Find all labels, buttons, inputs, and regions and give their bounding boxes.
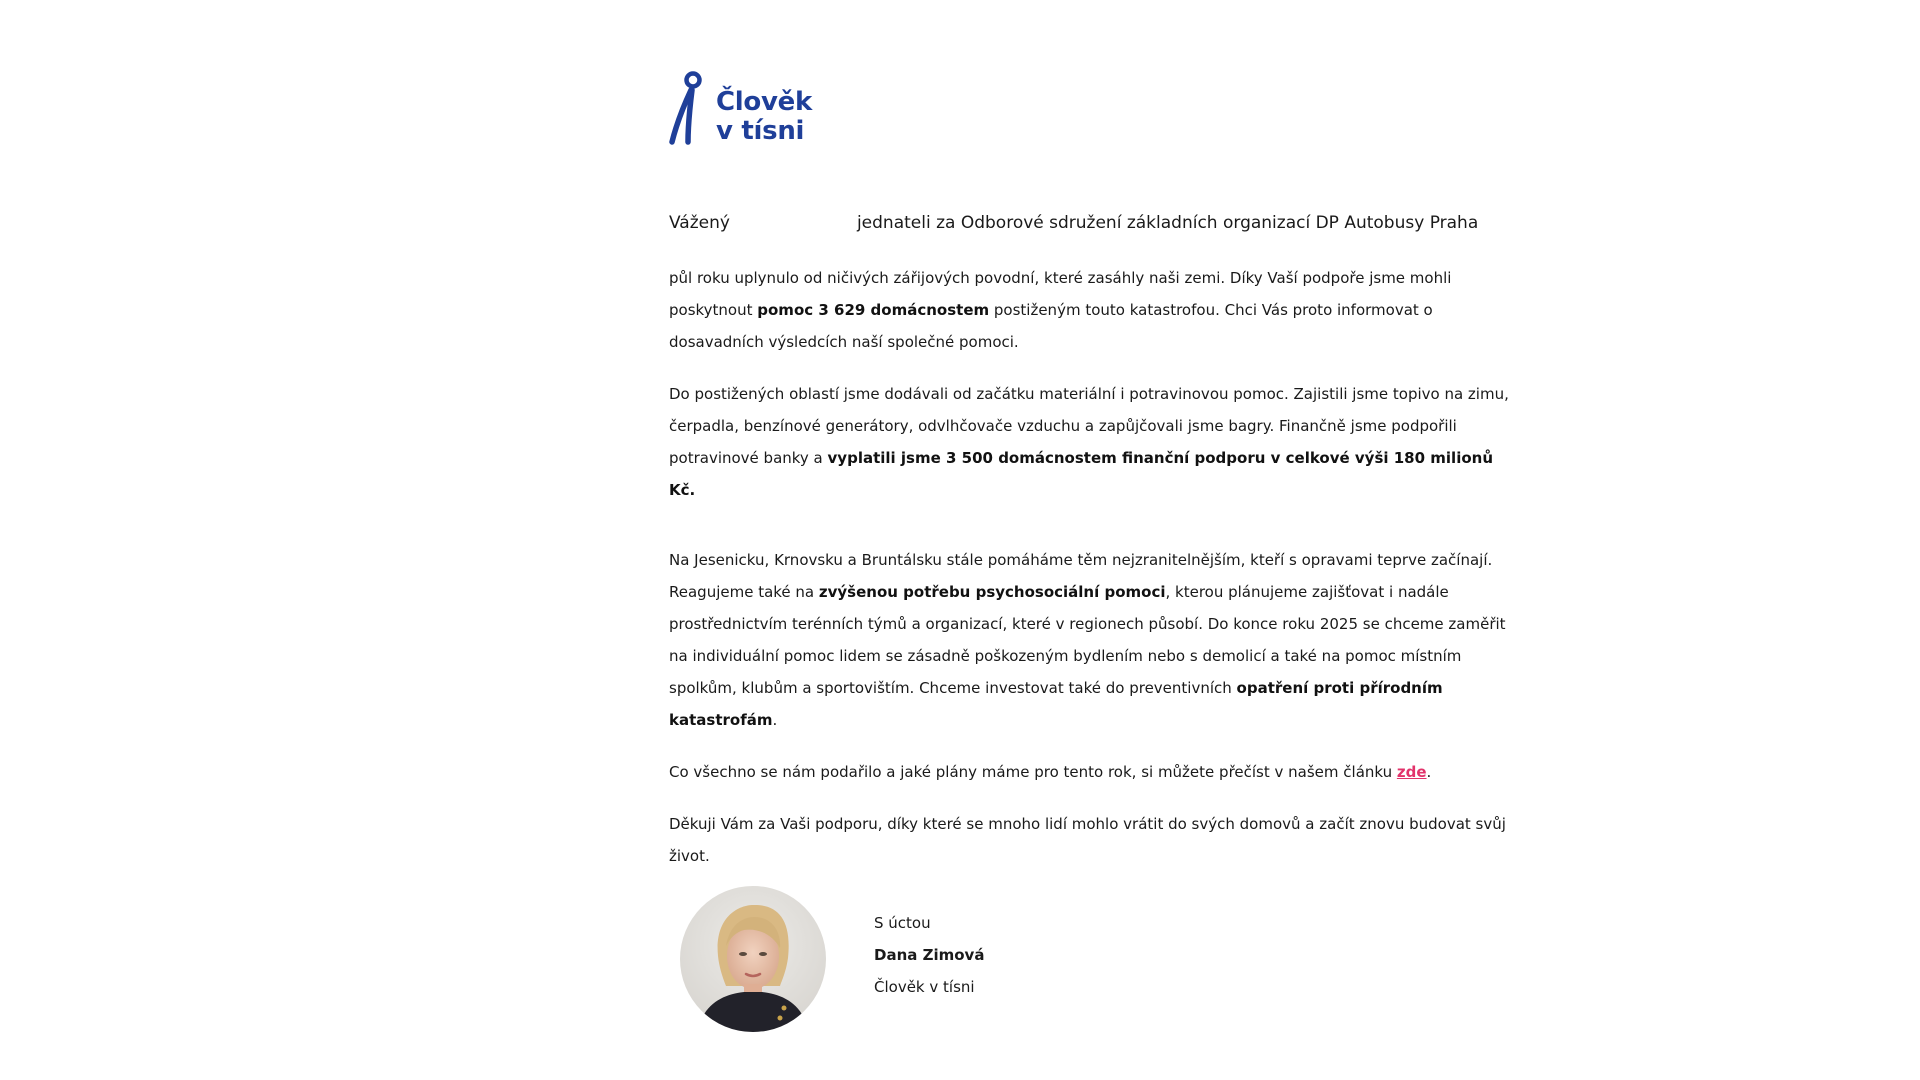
paragraph-4 <box>669 756 1509 788</box>
paragraph-3-bold-2: opatření proti přírodním katastrofám <box>669 679 1443 729</box>
redacted-name-gap <box>730 210 857 236</box>
salutation <box>669 210 1509 236</box>
paragraph-2 <box>669 378 1509 506</box>
article-link[interactable]: zde <box>1396 763 1427 781</box>
paragraph-1-text-2: postiženým touto katastrofou. Chci Vás proto informovat o dosavadních výsledcích naší společné pomoci. <box>669 301 1433 351</box>
paragraph-3-text-2: , kterou plánujeme zajišťovat i nadále prostřednictvím terénních týmů a organizací, které v regionech působí. Do konce roku 2025 se chceme zaměřit na individuální pomoc lidem se zásadně poškozeným bydlením nebo s demolicí a také na pomoc místním spolkům, klubům a sportovištím. Chceme investovat také do preventivních <box>669 583 1506 697</box>
paragraph-3-text-1: Na Jesenicku, Krnovsku a Bruntálsku stále pomáháme těm nejzranitelnějším, kteří s opravami teprve začínají. Reagujeme také na <box>669 551 1493 601</box>
logo-line-1: Člověk <box>716 87 812 117</box>
person-logo-icon <box>668 70 708 146</box>
logo-wordmark <box>716 88 812 146</box>
paragraph-2-bold: vyplatili jsme 3 500 domácnostem finanční podporu v celkové výši 180 milionů Kč. <box>669 449 1493 499</box>
paragraph-5: Děkuji Vám za Vaši podporu, díky které se mnoho lidí mohlo vrátit do svých domovů a začít znovu budovat svůj život. <box>669 815 1506 865</box>
paragraph-1 <box>669 262 1509 358</box>
paragraph-1-bold: pomoc 3 629 domácnostem <box>757 301 990 319</box>
signature-block <box>680 886 984 1032</box>
salutation-start: Vážený <box>669 213 730 233</box>
organization-logo <box>668 70 812 146</box>
paragraph-3-bold-1: zvýšenou potřebu psychosociální pomoci <box>818 583 1166 601</box>
paragraph-2-text-1: Do postižených oblastí jsme dodávali od začátku materiální i potravinovou pomoc. Zajistili jsme topivo na zimu, čerpadla, benzínové generátory, odvlhčovače vzduchu a zapůjčovali jsme bagry. Finančně jsme podpořili potravinové banky a <box>669 385 1509 467</box>
signature-closing: S úctou <box>874 914 931 932</box>
signer-name: Dana Zimová <box>874 946 985 964</box>
letter-body <box>669 210 1509 892</box>
paragraph-3 <box>669 544 1509 736</box>
paragraph-1-text-1: půl roku uplynulo od ničivých zářijových povodní, které zasáhly naši zemi. Díky Vaší podpoře jsme mohli poskytnout <box>669 269 1452 319</box>
paragraph-4-text-2: . <box>1426 763 1432 781</box>
signer-photo <box>680 886 826 1032</box>
signer-organization: Člověk v tísni <box>874 978 975 996</box>
salutation-end: jednateli za Odborové sdružení základních organizací DP Autobusy Praha <box>856 213 1479 233</box>
logo-line-2: v tísni <box>716 116 805 146</box>
portrait-image <box>680 886 826 1032</box>
paragraph-3-text-3: . <box>772 711 778 729</box>
signature-text <box>874 907 984 1003</box>
paragraph-4-text-1: Co všechno se nám podařilo a jaké plány máme pro tento rok, si můžete přečíst v našem článku <box>669 763 1397 781</box>
